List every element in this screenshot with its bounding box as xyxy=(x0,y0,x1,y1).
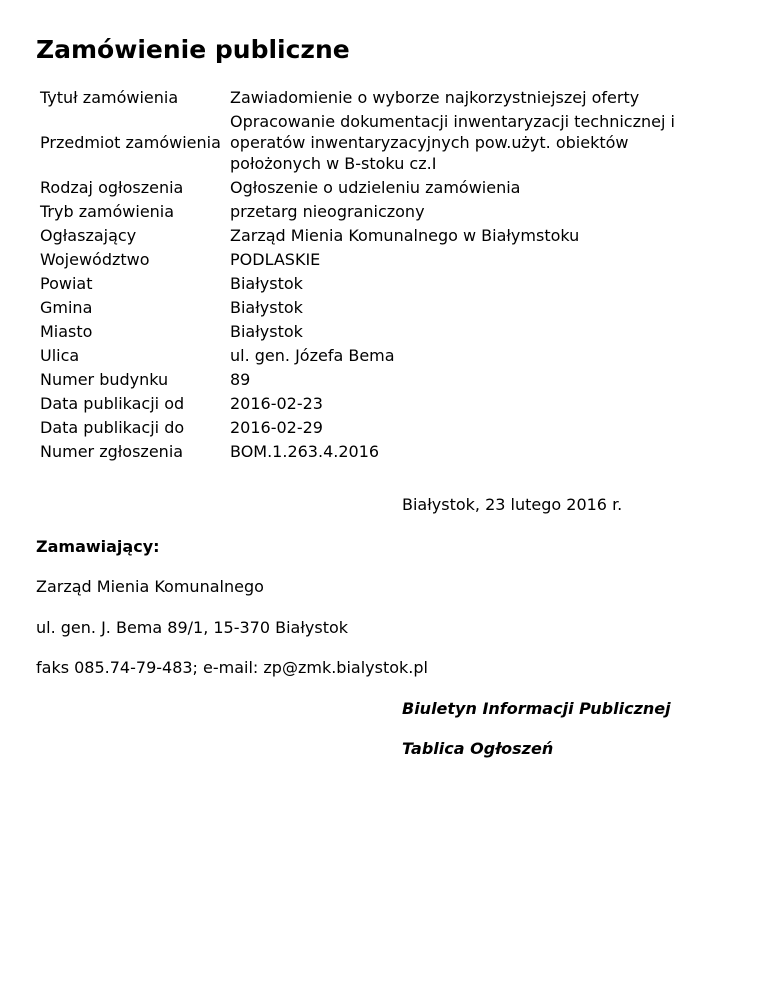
address-name: Zarząd Mienia Komunalnego xyxy=(36,577,264,596)
row-value: 2016-02-29 xyxy=(230,418,323,437)
row-value: PODLASKIE xyxy=(230,250,321,269)
row-label: Data publikacji od xyxy=(40,394,185,413)
row-value: Zarząd Mienia Komunalnego w Białymstoku xyxy=(230,226,580,245)
table-row xyxy=(38,110,678,176)
row-value: 89 xyxy=(230,370,251,389)
table-row xyxy=(38,200,678,224)
row-value: Zawiadomienie o wyborze najkorzystniejszej oferty xyxy=(230,88,640,107)
row-label: Ogłaszający xyxy=(40,226,137,245)
recipient-bip: Biuletyn Informacji Publicznej xyxy=(402,699,671,718)
table-row xyxy=(38,86,678,110)
row-label: Tytuł zamówienia xyxy=(40,88,179,107)
row-label: Data publikacji do xyxy=(40,418,185,437)
page-title: Zamówienie publiczne xyxy=(36,35,350,64)
row-value: Białystok xyxy=(230,274,303,293)
table-row xyxy=(38,176,678,200)
row-value: Białystok xyxy=(230,298,303,317)
row-label: Numer budynku xyxy=(40,370,169,389)
row-label: Tryb zamówienia xyxy=(40,202,175,221)
row-label: Gmina xyxy=(40,298,93,317)
letter-date: Białystok, 23 lutego 2016 r. xyxy=(402,495,623,514)
row-label: Ulica xyxy=(40,346,80,365)
row-value: 2016-02-23 xyxy=(230,394,323,413)
recipient-tablica: Tablica Ogłoszeń xyxy=(402,739,554,758)
table-row xyxy=(38,296,678,320)
row-label: Miasto xyxy=(40,322,93,341)
table-row xyxy=(38,272,678,296)
table-row xyxy=(38,416,678,440)
row-value: Białystok xyxy=(230,322,303,341)
procurement-info-table xyxy=(38,86,678,464)
table-row xyxy=(38,344,678,368)
row-value: BOM.1.263.4.2016 xyxy=(230,442,380,461)
zamawiajacy-heading: Zamawiający: xyxy=(36,537,160,556)
table-row xyxy=(38,440,678,464)
table-row xyxy=(38,368,678,392)
row-label: Województwo xyxy=(40,250,150,269)
row-value: przetarg nieograniczony xyxy=(230,202,425,221)
row-label: Rodzaj ogłoszenia xyxy=(40,178,184,197)
table-row xyxy=(38,248,678,272)
row-label: Numer zgłoszenia xyxy=(40,442,184,461)
table-row xyxy=(38,392,678,416)
table-row xyxy=(38,224,678,248)
row-value: Opracowanie dokumentacji inwentaryzacji technicznej i operatów inwentaryzacyjnych pow.użyt. obiektów położonych w B-stoku cz.I xyxy=(230,112,675,173)
row-value: ul. gen. Józefa Bema xyxy=(230,346,395,365)
row-label: Przedmiot zamówienia xyxy=(40,133,221,152)
row-value: Ogłoszenie o udzieleniu zamówienia xyxy=(230,178,521,197)
address-contact: faks 085.74-79-483; e-mail: zp@zmk.bialystok.pl xyxy=(36,658,428,677)
address-street: ul. gen. J. Bema 89/1, 15-370 Białystok xyxy=(36,618,349,637)
row-label: Powiat xyxy=(40,274,93,293)
table-row xyxy=(38,320,678,344)
